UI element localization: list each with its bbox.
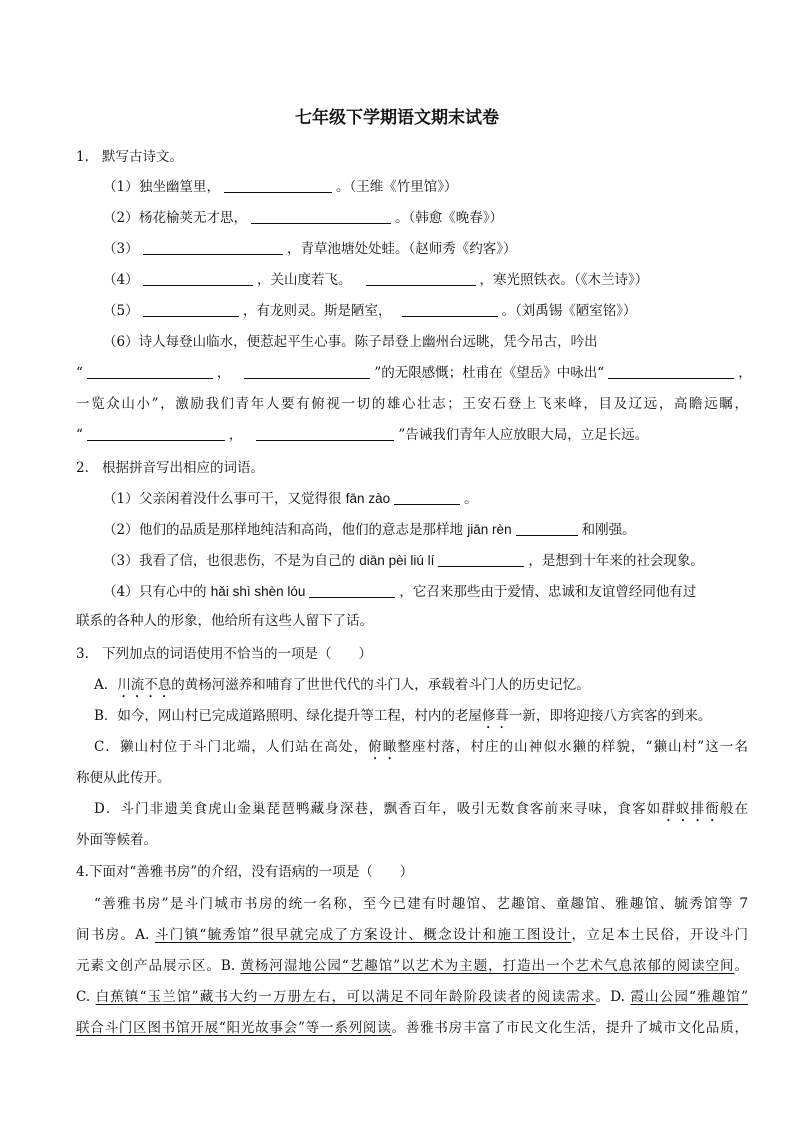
passage-line-3: 元素文创产品展示区。B. 黄杨河湿地公园“艺趣馆”以艺术为主题，打造出一个艺术气息浓郁的阅读空间。 bbox=[76, 958, 748, 974]
option-d-sentence[interactable]: 霞山公园“雅趣馆” bbox=[630, 989, 748, 1005]
option-b-sentence[interactable]: 黄杨河湿地公园“艺趣馆”以艺术为主题，打造出一个艺术气息浓郁的阅读空间 bbox=[240, 958, 735, 974]
answer-blank[interactable] bbox=[516, 523, 578, 536]
answer-blank[interactable] bbox=[244, 366, 370, 379]
question-1-item-1: （1）独坐幽篁里， 。（王维《竹里馆》） bbox=[103, 179, 458, 195]
answer-blank[interactable] bbox=[309, 585, 395, 598]
passage-line-1: “善雅书房”是斗门城市书房的统一名称，至今已建有时趣馆、艺趣馆、童趣馆、雅趣馆、毓秀馆等 7 bbox=[94, 896, 748, 912]
dotted-word: 群蚁排衙 bbox=[661, 801, 720, 817]
answer-blank[interactable] bbox=[394, 492, 460, 505]
answer-blank[interactable] bbox=[438, 554, 524, 567]
option-a-sentence[interactable]: 斗门镇“毓秀馆”很早就完成了方案设计、概念设计和施工图设计 bbox=[154, 927, 572, 943]
question-2-stem: 2. 根据拼音写出相应的词语。 bbox=[76, 460, 264, 476]
option-c-line-2: 称便从此传开。 bbox=[76, 770, 171, 786]
question-1-item-4: （4） ，关山度若飞。 ，寒光照铁衣。（《木兰诗》） bbox=[103, 272, 649, 288]
answer-blank[interactable] bbox=[366, 273, 476, 286]
answer-blank[interactable] bbox=[143, 273, 253, 286]
question-1-stem: 1. 默写古诗文。 bbox=[76, 149, 183, 165]
answer-blank[interactable] bbox=[87, 366, 213, 379]
question-1-item-6-line-3: 一览众山小”，激励我们青年人要有俯视一切的雄心壮志；王安石登上飞来峰，目及辽远，高瞻远瞩， bbox=[76, 396, 748, 412]
question-2-item-4-line-2: 联系的各种人的形象，他给所有这些人留下了话。 bbox=[76, 613, 373, 629]
option-a[interactable]: A．川流不息的黄杨河滋养和哺育了世世代代的斗门人，承载着斗门人的历史记忆。 bbox=[94, 677, 590, 693]
question-1-item-6-line-1: （6）诗人每登山临水，便惹起平生心事。陈子昂登上幽州台远眺，凭今吊古，吟出 bbox=[103, 334, 598, 350]
option-d-line-2: 外面等候着。 bbox=[76, 832, 157, 848]
question-2-item-3: （3）我看了信，也很悲伤，不是为自己的 diān pèi liú lí ，是想到十年来的社会现象。 bbox=[103, 553, 704, 569]
answer-blank[interactable] bbox=[402, 304, 498, 317]
question-1-item-6-line-2: “ ， ”的无限感慨；杜甫在《望岳》中咏出“ ， bbox=[76, 365, 752, 381]
option-c[interactable]: C．獭山村位于斗门北端，人们站在高处，俯瞰整座村落，村庄的山神似水獭的样貌，“獭山村”这一名 bbox=[94, 739, 748, 755]
answer-blank[interactable] bbox=[143, 242, 283, 255]
dotted-word: 川流不息 bbox=[117, 677, 172, 693]
option-c-sentence[interactable]: 白蕉镇“玉兰馆”藏书大约一万册左右，可以满足不同年龄阶段读者的阅读需求 bbox=[95, 989, 596, 1005]
answer-blank[interactable] bbox=[224, 180, 332, 193]
passage-line-4: C. 白蕉镇“玉兰馆”藏书大约一万册左右，可以满足不同年龄阶段读者的阅读需求。D. 霞山公园“雅趣馆” bbox=[76, 989, 748, 1005]
answer-blank[interactable] bbox=[608, 366, 734, 379]
answer-blank[interactable] bbox=[87, 428, 225, 441]
question-2-item-1: （1）父亲闲着没什么事可干，又觉得很 fān zào 。 bbox=[103, 491, 478, 507]
option-d-sentence-cont[interactable]: 联合斗门区图书馆开展“阳光故事会”等一系列阅读 bbox=[76, 1020, 392, 1036]
dotted-word: 俯瞰 bbox=[368, 739, 398, 755]
question-2-item-4: （4）只有心中的 hǎi shì shèn lóu ，它召来那些由于爱情、忠诚和友谊曾经同他有过 bbox=[103, 584, 697, 600]
passage-line-5: 联合斗门区图书馆开展“阳光故事会”等一系列阅读。善雅书房丰富了市民文化生活，提升了城市文化品质， bbox=[76, 1020, 749, 1036]
answer-blank[interactable] bbox=[143, 304, 239, 317]
question-1-item-6-line-4: “ ， ”告诫我们青年人应放眼大局，立足长远。 bbox=[76, 427, 649, 443]
question-2-item-2: （2）他们的品质是那样地纯洁和高尚，他们的意志是那样地 jiān rèn 和刚强。 bbox=[103, 522, 636, 538]
question-1-item-3: （3） ，青草池塘处处蛙。（赵师秀《约客》） bbox=[103, 241, 517, 257]
answer-blank[interactable] bbox=[251, 211, 391, 224]
passage-line-2: 间书房。A. 斗门镇“毓秀馆”很早就完成了方案设计、概念设计和施工图设计，立足本土民俗，开设斗门 bbox=[76, 927, 748, 943]
question-4-stem: 4.下面对“善雅书房”的介绍，没有语病的一项是（ ） bbox=[76, 864, 414, 880]
question-3-stem: 3. 下列加点的词语使用不恰当的一项是（ ） bbox=[76, 646, 372, 662]
page-title: 七年级下学期语文期末试卷 bbox=[295, 108, 499, 128]
answer-blank[interactable] bbox=[256, 428, 394, 441]
question-1-item-2: （2）杨花榆荚无才思， 。（韩愈《晚春》） bbox=[103, 210, 503, 226]
dotted-word: 修葺 bbox=[481, 708, 509, 724]
option-d[interactable]: D．斗门非遗美食虎山金巢琵琶鸭藏身深巷，飘香百年，吸引无数食客前来寻味，食客如群蚁排衙般在 bbox=[94, 801, 749, 817]
option-b[interactable]: B．如今，网山村已完成道路照明、绿化提升等工程，村内的老屋修葺一新，即将迎接八方宾客的到来。 bbox=[94, 708, 712, 724]
question-1-item-5: （5） ，有龙则灵。斯是陋室， 。（刘禹锡《陋室铭》） bbox=[103, 303, 637, 319]
